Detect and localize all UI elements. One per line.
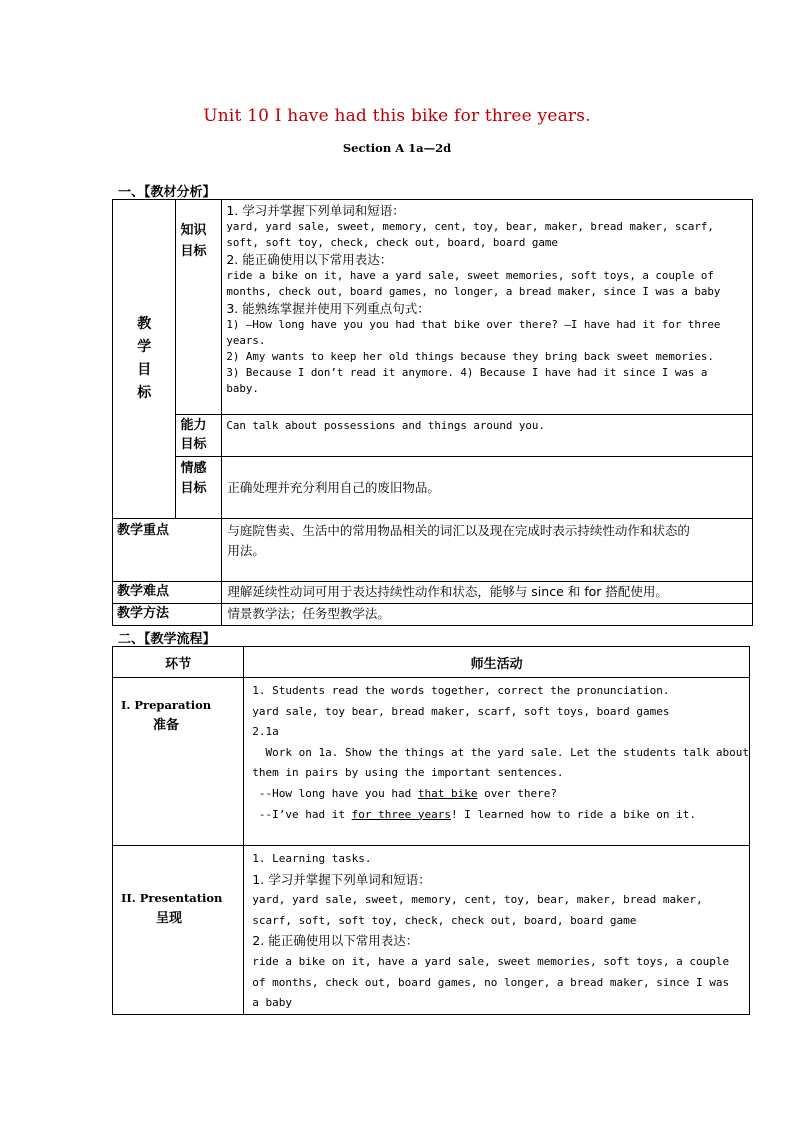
stage-presentation-cn: 呈现 — [156, 911, 183, 926]
methods-text: 情景教学法；任务型教学法。 — [227, 606, 390, 621]
difficulties-label: 教学难点 — [117, 584, 170, 599]
page-subtitle: Section A 1a—2d — [342, 141, 452, 155]
stage-preparation-cell — [113, 678, 244, 846]
section-heading-analysis: 一、【教材分析】 — [118, 185, 216, 200]
activity-text: ! I learned how to ride a bike on it. — [450, 807, 697, 821]
activity-line: 1. Learning tasks. — [252, 852, 372, 865]
section-heading-process: 二、【教学流程】 — [118, 632, 216, 647]
key-points-line: 用法。 — [227, 543, 265, 558]
activity-line: Work on 1a. Show the things at the yard sale. Let the students talk about — [252, 745, 749, 759]
activity-text: over there? — [477, 786, 557, 800]
methods-content-cell — [222, 604, 753, 626]
knowledge-label-cell — [176, 200, 222, 415]
knowledge-line: yard, yard sale, sweet, memory, cent, toy, bear, maker, bread maker, scarf, — [226, 220, 714, 233]
knowledge-line: soft, soft toy, check, check out, board, board game — [226, 236, 558, 249]
stage-preparation-en: I. Preparation — [121, 698, 212, 712]
activity-line: scarf, soft, soft toy, check, check out, board, board game — [252, 913, 637, 927]
difficulties-text: 理解延续性动词可用于表达持续性动作和状态，能够与 since 和 for 搭配使用。 — [227, 584, 668, 599]
activity-line: yard, yard sale, sweet, memory, cent, toy, bear, maker, bread maker, — [252, 893, 703, 907]
col-header-stage: 环节 — [165, 656, 192, 672]
key-points-label-cell — [113, 519, 222, 582]
knowledge-line: ride a bike on it, have a yard sale, sweet memories, soft toys, a couple of — [226, 269, 714, 282]
activity-line: 1. Students read the words together, correct the pronunciation. — [252, 684, 670, 697]
difficulties-label-cell — [113, 582, 222, 604]
stage-presentation-activity-cell — [244, 846, 750, 1015]
activity-line: them in pairs by using the important sentences. — [252, 766, 564, 780]
stage-preparation-activity-cell — [244, 678, 750, 846]
activity-text: --I’ve had it — [252, 807, 352, 821]
underlined-phrase: for three years — [351, 807, 451, 821]
activity-line — [252, 805, 749, 826]
key-points-label: 教学重点 — [117, 523, 170, 538]
emotion-label-line: 目标 — [180, 481, 207, 496]
knowledge-line: 1. 学习并掌握下列单词和短语： — [226, 203, 405, 218]
goals-label-cell — [113, 200, 176, 519]
knowledge-line: 2) Amy wants to keep her old things because they bring back sweet memories. — [226, 350, 714, 363]
col-header-stage-cell — [113, 647, 244, 678]
col-header-activity: 师生活动 — [470, 656, 523, 672]
stage-presentation-cell — [113, 846, 244, 1015]
knowledge-line: 3. 能熟练掌握并使用下列重点句式： — [226, 301, 430, 316]
goals-label-char: 标 — [137, 385, 152, 401]
knowledge-line: years. — [226, 334, 266, 347]
methods-label: 教学方法 — [117, 606, 170, 621]
knowledge-label-line: 知识 — [180, 223, 207, 238]
activity-line: ride a bike on it, have a yard sale, sweet memories, soft toys, a couple — [252, 954, 730, 968]
knowledge-label-line: 目标 — [180, 244, 207, 259]
activity-line: 1. 学习并掌握下列单词和短语： — [252, 871, 431, 887]
activity-text: --How long have you had — [252, 786, 418, 800]
emotion-label-line: 情感 — [180, 461, 207, 476]
activity-line: 2. 能正确使用以下常用表达： — [252, 933, 419, 949]
ability-label-line: 目标 — [180, 437, 207, 452]
difficulties-content-cell — [222, 582, 753, 604]
activity-line: 2.1a — [252, 725, 279, 739]
goals-label-char: 教 — [137, 316, 152, 332]
knowledge-line: 1) —How long have you you had that bike over there? —I have had it for three — [226, 318, 721, 331]
knowledge-line: months, check out, board games, no longer, a bread maker, since I was a baby — [226, 285, 721, 298]
goals-label-char: 学 — [137, 339, 152, 355]
activity-line: a baby — [252, 996, 293, 1010]
analysis-table — [112, 199, 753, 626]
emotion-label-cell — [176, 457, 222, 519]
emotion-text: 正确处理并充分利用自己的废旧物品。 — [227, 480, 440, 495]
activity-line: of months, check out, board games, no longer, a bread maker, since I was — [252, 975, 730, 989]
activity-line: yard sale, toy bear, bread maker, scarf, soft toys, board games — [252, 704, 670, 718]
page-title: Unit 10 I have had this bike for three years. — [203, 106, 591, 126]
knowledge-line: 3) Because I don’t read it anymore. 4) Because I have had it since I was a — [226, 366, 708, 379]
ability-content-cell — [222, 415, 753, 457]
underlined-phrase: that bike — [417, 786, 478, 800]
stage-preparation-cn: 准备 — [153, 718, 180, 733]
ability-text: Can talk about possessions and things around you. — [226, 419, 545, 432]
knowledge-content-cell — [222, 200, 753, 415]
activity-line — [252, 784, 749, 805]
key-points-content-cell — [222, 519, 753, 582]
knowledge-line: baby. — [226, 382, 259, 395]
knowledge-line: 2. 能正确使用以下常用表达： — [226, 252, 393, 267]
emotion-content-cell — [222, 457, 753, 519]
process-table — [112, 646, 750, 1015]
stage-presentation-en: II. Presentation — [121, 891, 223, 905]
ability-label-line: 能力 — [180, 418, 207, 433]
col-header-activity-cell — [244, 647, 750, 678]
key-points-line: 与庭院售卖、生活中的常用物品相关的词汇以及现在完成时表示持续性动作和状态的 — [227, 523, 690, 538]
ability-label-cell — [176, 415, 222, 457]
goals-label-char: 目 — [137, 362, 152, 378]
methods-label-cell — [113, 604, 222, 626]
